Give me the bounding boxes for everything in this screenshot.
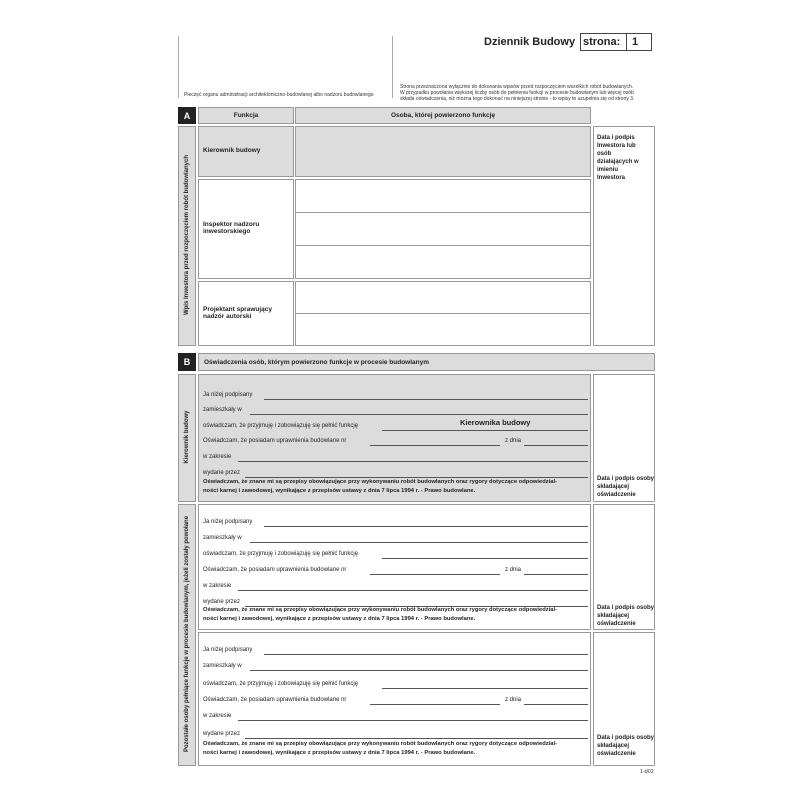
b3-license: Oświadczam, że posiadam uprawnienia budowlane nr [203, 697, 347, 703]
b3-statement-1: Oświadczam, że znane mi są przepisy obowiązujące przy wykonywaniu robót budowlanych oraz rygory dotyczące odpowiedzial- [203, 741, 558, 747]
b1-declare: oświadczam, że przyjmuję i zobowiązuję się pełnić funkcję [203, 423, 359, 429]
b3-signed-field[interactable] [264, 654, 588, 655]
b1-license: Oświadczam, że posiadam uprawnienia budowlane nr [203, 438, 347, 444]
b2-statement-1: Oświadczam, że znane mi są przepisy obowiązujące przy wykonywaniu robót budowlanych oraz rygory dotyczące odpowiedzial- [203, 607, 558, 613]
b3-resident: zamieszkały w [203, 663, 242, 669]
b2-statement-2: ności karnej i zawodowej, wynikające z przepisów ustawy z dnia 7 lipca 1994 r. - Prawo budowlane. [203, 616, 476, 622]
b3-resident-field[interactable] [250, 670, 588, 671]
b1-scope: w zakresie [203, 454, 232, 460]
stamp-caption: Pieczęć organu administracji architektoniczno-budowlanej albo nadzoru budowlanego [184, 92, 374, 98]
col-person-header: Osoba, której powierzono funkcję [295, 107, 591, 124]
page-title: Dziennik Budowy [484, 36, 576, 48]
b3-issued: wydane przez [203, 731, 241, 737]
page-number-box [580, 33, 652, 51]
section-b-side-2-label: Pozostałe osoby pełniące funkcje w procesie budowlanym, jeżeli zostały powołane [184, 515, 190, 753]
col-function-header: Funkcja [198, 107, 294, 124]
b1-resident: zamieszkały w [203, 407, 242, 413]
b2-signed-field[interactable] [264, 526, 588, 527]
row-kierownik-label: Kierownik budowy [203, 147, 261, 154]
b1-signed: Ja niżej podpisany [203, 392, 253, 398]
b3-signed: Ja niżej podpisany [203, 647, 253, 653]
sign-label-3: Data i podpis osoby składającej oświadczenie [597, 735, 655, 757]
row-kierownik-person[interactable] [295, 126, 591, 177]
b2-declare: oświadczam, że przyjmuję i zobowiązuję się pełnić funkcję [203, 551, 359, 557]
b2-resident-field[interactable] [250, 542, 588, 543]
b2-declare-field[interactable] [382, 558, 588, 559]
row-projektant-label: Projektant sprawujący nadzór autorski [203, 306, 272, 320]
section-b-side-1-label: Kierownik budowy [184, 410, 190, 464]
row-inspektor-person-3[interactable] [295, 246, 591, 279]
b3-scope-field[interactable] [238, 720, 588, 721]
section-a-side-label: Wpis Inwestora przed rozpoczęciem robót budowlanych [184, 154, 190, 316]
b2-scope-field[interactable] [238, 590, 588, 591]
row-inspektor-person-1[interactable] [295, 179, 591, 213]
b1-date: z dnia [505, 438, 522, 444]
b2-date: z dnia [505, 567, 522, 573]
b1-signed-field[interactable] [264, 399, 588, 400]
note-line-3: składa oświadczenia, niż można tego dokonać na niniejszej stronie - to wpisy te uzupełnia się od strony 3. [400, 96, 635, 102]
page-label: strona: [583, 36, 621, 48]
b3-date: z dnia [505, 697, 522, 703]
section-b-letter: B [178, 353, 196, 371]
b1-statement-1: Oświadczam, że znane mi są przepisy obowiązujące przy wykonywaniu robót budowlanych oraz rygory dotyczące odpowiedzial- [203, 479, 558, 485]
row-inspektor-person-2[interactable] [295, 213, 591, 246]
stamp-box [178, 36, 393, 98]
b3-date-field[interactable] [524, 704, 588, 705]
page-number: 1 [632, 36, 639, 48]
investor-sign-label: Data i podpis Inwestora lub osób działających w imieniu Inwestora [597, 135, 639, 181]
b3-scope: w zakresie [203, 713, 232, 719]
b1-scope-field[interactable] [238, 461, 588, 462]
b2-scope: w zakresie [203, 583, 232, 589]
row-inspektor-label: Inspektor nadzoru inwestorskiego [203, 221, 260, 235]
b1-function-value: Kierownika budowy [460, 418, 531, 427]
sign-label-1: Data i podpis osoby składającej oświadczenie [597, 476, 655, 498]
b1-resident-field[interactable] [250, 414, 588, 415]
b2-license: Oświadczam, że posiadam uprawnienia budowlane nr [203, 567, 347, 573]
b3-declare-field[interactable] [382, 688, 588, 689]
b1-license-field[interactable] [370, 445, 500, 446]
footer-code: 1-ii/02 [640, 769, 654, 775]
note-line-1: Strona przeznaczona wyłącznie do dokonania wpisów przed rozpoczęciem wszelkich robót budowlanych. [400, 84, 634, 90]
b3-statement-2: ności karnej i zawodowej, wynikające z przepisów ustawy z dnia 7 lipca 1994 r. - Prawo budowlane. [203, 750, 476, 756]
b2-issued: wydane przez [203, 599, 241, 605]
note-line-2: W przypadku powołania większej liczby osób do pełnienia funkcji w procesie budowlanym lub więcej osób [400, 90, 634, 96]
row-projektant-person-2[interactable] [295, 314, 591, 346]
b1-declare-field[interactable] [382, 430, 588, 431]
section-b-title: Oświadczenia osób, którym powierzono funkcje w procesie budowlanym [198, 353, 655, 371]
b2-resident: zamieszkały w [203, 535, 242, 541]
b1-date-field[interactable] [524, 445, 588, 446]
b1-issued: wydane przez [203, 470, 241, 476]
sign-label-2: Data i podpis osoby składającej oświadczenie [597, 605, 655, 627]
b1-statement-2: ności karnej i zawodowej, wynikające z przepisów ustawy z dnia 7 lipca 1994 r. - Prawo budowlane. [203, 488, 476, 494]
b3-issued-field[interactable] [245, 738, 588, 739]
page-number-divider [626, 33, 627, 51]
b3-declare: oświadczam, że przyjmuję i zobowiązuję się pełnić funkcję [203, 681, 359, 687]
section-a-letter: A [178, 107, 196, 124]
b1-issued-field[interactable] [245, 477, 588, 478]
b2-license-field[interactable] [370, 574, 500, 575]
b2-date-field[interactable] [524, 574, 588, 575]
row-projektant-person-1[interactable] [295, 281, 591, 314]
b3-license-field[interactable] [370, 704, 500, 705]
b2-signed: Ja niżej podpisany [203, 519, 253, 525]
